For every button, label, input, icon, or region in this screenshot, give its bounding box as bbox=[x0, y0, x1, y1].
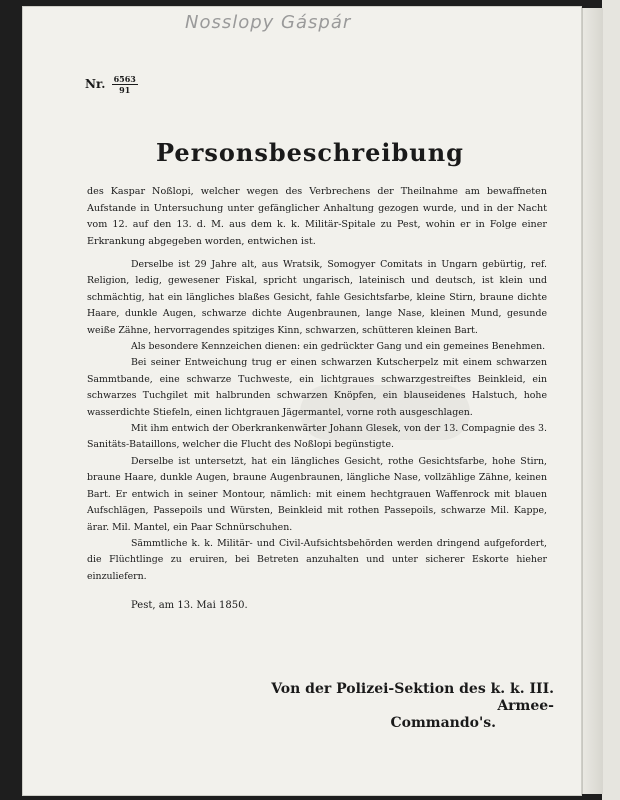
document-title: Personsbeschreibung bbox=[156, 138, 464, 167]
paragraph-request: Sämmtliche k. k. Militär- und Civil-Aufsichtsbehörden werden dringend aufgefordert, die Flüchtlinge zu eruiren, bei Betreten anzuhalten und unter sicherer Eskorte hieher einzuliefern. bbox=[87, 537, 547, 582]
document-number bbox=[85, 74, 138, 95]
number-numerator: 6563 bbox=[113, 74, 136, 84]
pencil-annotation: Nosslopy Gáspár bbox=[185, 12, 352, 33]
signature-line-2: Commando's. bbox=[390, 715, 496, 731]
number-denominator: 91 bbox=[119, 85, 131, 95]
paragraph-description: Derselbe ist 29 Jahre alt, aus Wratsik, Somogyer Comitats in Ungarn gebürtig, ref. Religion, ledig, gewesener Fiskal, spricht ungarisch, lateinisch und deutsch, ist klein und schmächtig, hat ein längliches blaßes Gesicht, fahle Gesichtsfarbe, kleine Stirn, braune dichte Haare, dunkle Augen, schwarze dichte Augenbraunen, lange Nase, kleinen Mund, gesunde weiße Zähne, hervorragendes spitziges Kinn, schwarzen, schütteren kleinen Bart. bbox=[87, 259, 547, 336]
paper-strip bbox=[602, 0, 620, 800]
signature-line-1: Von der Polizei-Sektion des k. k. III. Armee- bbox=[271, 681, 554, 714]
paper-edge bbox=[582, 8, 603, 794]
description-body bbox=[87, 257, 547, 585]
signature-block bbox=[244, 681, 554, 732]
paragraph-accomplice: Mit ihm entwich der Oberkrankenwärter Johann Glesek, von der 13. Compagnie des 3. Sanitäts-Bataillons, welcher die Flucht des Noßlopi begünstigte. bbox=[87, 423, 547, 451]
number-prefix: Nr. bbox=[85, 77, 106, 91]
intro-paragraph: des Kaspar Noßlopi, welcher wegen des Verbrechens der Theilnahme am bewaffneten Aufstande in Untersuchung unter gefänglicher Anhaltung gezogen wurde, und in der Nacht vom 12. auf den 13. d. M. aus dem k. k. Militär-Spitale zu Pest, wohin er in Folge einer Erkrankung abgegeben worden, entwichen ist. bbox=[87, 186, 547, 247]
paragraph-clothing: Bei seiner Entweichung trug er einen schwarzen Kutscherpelz mit einem schwarzen Sammtbande, eine schwarze Tuchweste, ein lichtgraues schwarzgestreiftes Beinkleid, ein schwarzes Tuchgilet mit halbrunden schwarzen Knöpfen, ein blauseidenes Halstuch, hohe wasserdichte Stiefeln, einen lichtgrauen Jägermantel, vorne roth ausgeschlagen. bbox=[87, 357, 547, 418]
number-fraction bbox=[112, 74, 138, 95]
date-line: Pest, am 13. Mai 1850. bbox=[131, 600, 248, 611]
paragraph-accomplice-description: Derselbe ist untersetzt, hat ein längliches Gesicht, rothe Gesichtsfarbe, hohe Stirn, braune Haare, dunkle Augen, braune Augenbraunen, längliche Nase, vollzählige Zähne, keinen Bart. Er entwich in seiner Montour, nämlich: mit einem hechtgrauen Waffenrock mit blauen Aufschlägen, Passepoils und Würsten, Beinkleid mit rothen Passepoils, schwarze Mil. Kappe, ärar. Mil. Mantel, ein Paar Schnürschuhen. bbox=[87, 455, 547, 533]
paragraph-features: Als besondere Kennzeichen dienen: ein gedrückter Gang und ein gemeines Benehmen. bbox=[131, 341, 546, 353]
